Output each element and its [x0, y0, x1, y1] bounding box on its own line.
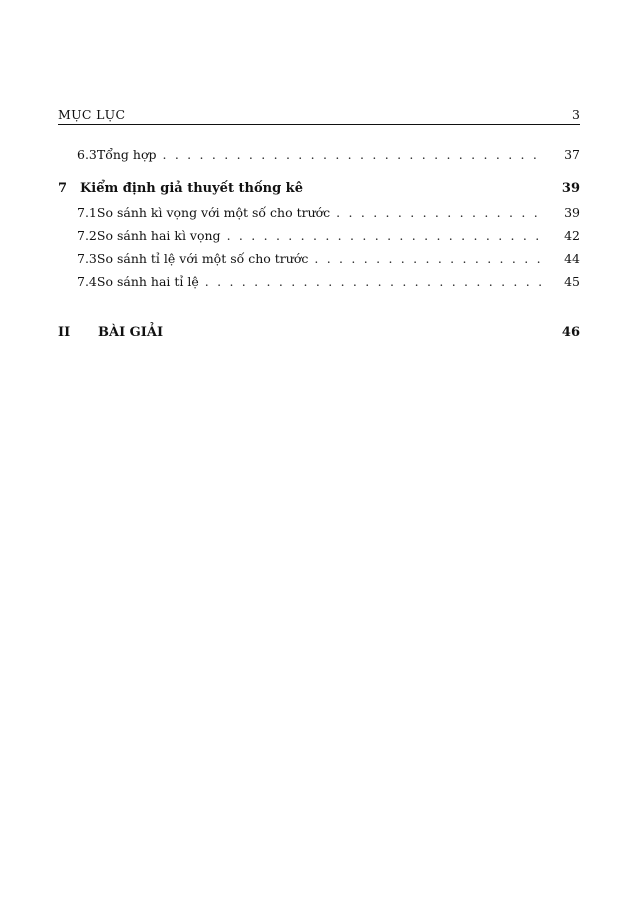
toc-title: So sánh tỉ lệ với một số cho trước — [96, 251, 309, 266]
header-title: MỤC LỤC — [58, 107, 126, 122]
toc-title: So sánh hai kì vọng — [96, 228, 221, 243]
dot-leader — [205, 273, 544, 291]
toc-title: Tổng hợp — [96, 147, 157, 162]
toc-title: So sánh kì vọng với một số cho trước — [96, 205, 331, 220]
toc-part-2[interactable] — [58, 324, 580, 342]
dot-leader — [314, 250, 544, 268]
toc-number: 7.1 — [77, 205, 97, 220]
toc-page: 39 — [564, 205, 580, 220]
toc-page: 37 — [564, 147, 580, 162]
running-header — [58, 107, 580, 123]
toc-entry-7-1[interactable] — [58, 204, 580, 222]
header-page-number: 3 — [572, 107, 580, 122]
dot-leader — [336, 204, 544, 222]
toc-number: 7.2 — [77, 228, 97, 243]
toc-page: 46 — [561, 325, 580, 340]
dot-leader — [227, 227, 544, 245]
toc-page: 39 — [561, 181, 580, 196]
toc-entry-7-2[interactable] — [58, 227, 580, 245]
toc-page: 45 — [564, 274, 580, 289]
toc-title: So sánh hai tỉ lệ — [96, 274, 199, 289]
toc-entry-6-3[interactable] — [58, 146, 580, 164]
toc-title: BÀI GIẢI — [98, 325, 164, 340]
toc-chapter-7[interactable] — [58, 180, 580, 198]
toc-entry-7-3[interactable] — [58, 250, 580, 268]
toc-entry-7-4[interactable] — [58, 273, 580, 291]
toc-number: 6.3 — [77, 147, 97, 162]
toc-number: 7.3 — [77, 251, 97, 266]
header-rule — [58, 124, 580, 125]
dot-leader — [162, 146, 544, 164]
toc-page: 44 — [564, 251, 580, 266]
toc-number: II — [58, 325, 71, 340]
toc-number: 7 — [58, 181, 68, 196]
toc-title: Kiểm định giả thuyết thống kê — [80, 181, 303, 196]
toc-page: 42 — [564, 228, 580, 243]
toc-number: 7.4 — [77, 274, 97, 289]
